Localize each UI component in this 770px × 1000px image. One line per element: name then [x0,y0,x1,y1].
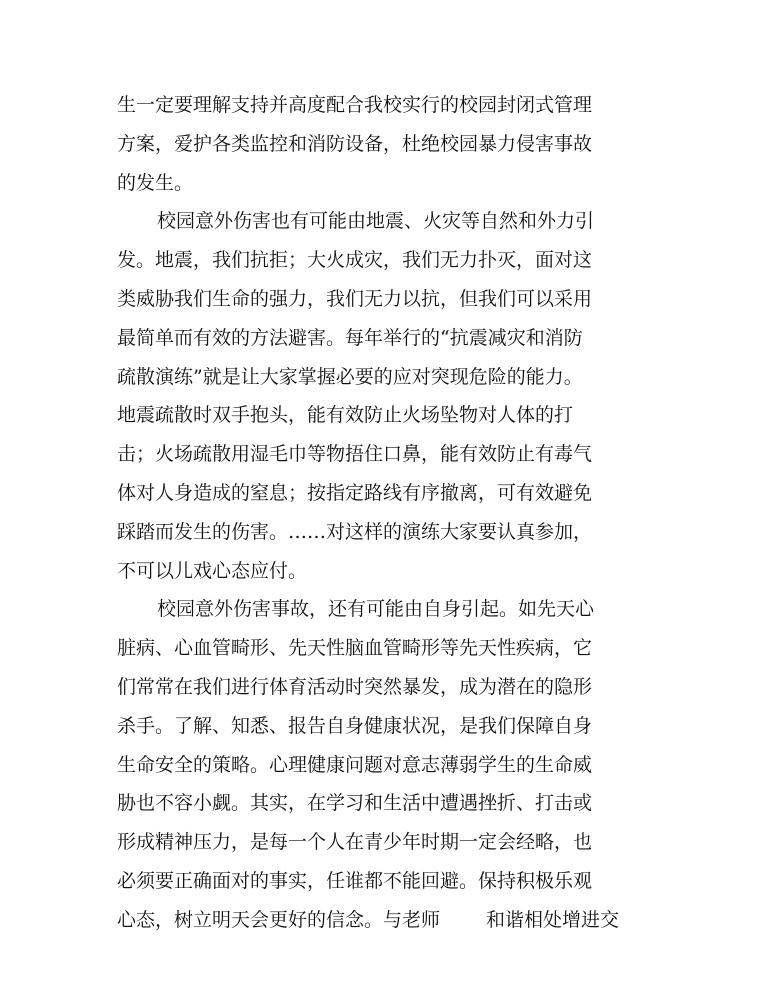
text-line: 胁也不容小觑。其实，在学习和生活中遭遇挫折、打击或 [117,792,593,815]
text-line: 最简单而有效的方法避害。每年举行的“抗震减灾和消防 [117,326,583,349]
text-line: 疏散演练”就是让大家掌握必要的应对突现危险的能力。 [117,365,583,388]
text-line: 踩踏而发生的伤害。……对这样的演练大家要认真参加， [117,520,593,543]
paragraph-start-line: 校园意外伤害也有可能由地震、火灾等自然和外力引 [157,210,595,233]
text-line: 生命安全的策略。心理健康问题对意志薄弱学生的生命威 [117,753,593,776]
text-line: 发。地震，我们抗拒；大火成灾，我们无力扑灭，面对这 [117,249,593,272]
text-line: 地震疏散时双手抱头，能有效防止火场坠物对人体的打 [117,404,574,427]
text-segment: 心态，树立明天会更好的信念。与老师 [117,908,441,931]
text-line: 不可以儿戏心态应付。 [117,559,308,582]
text-line: 击；火场疏散用湿毛巾等物捂住口鼻，能有效防止有毒气 [117,443,593,466]
text-line: 杀手。了解、知悉、报告自身健康状况，是我们保障自身 [117,714,593,737]
body-text [117,86,677,940]
text-line: 脏病、心血管畸形、先天性脑血管畸形等先天性疾病，它 [117,637,593,660]
text-line: 体对人身造成的窒息；按指定路线有序撤离，可有效避免 [117,481,593,504]
text-line: 类威胁我们生命的强力，我们无力以抗，但我们可以采用 [117,287,593,310]
paragraph-start-line: 校园意外伤害事故，还有可能由自身引起。如先天心 [157,598,595,621]
text-line: 形成精神压力，是每一个人在青少年时期一定会经略，也 [117,831,593,854]
text-line: 的发生。 [117,171,194,194]
text-line: 必须要正确面对的事实，任谁都不能回避。保持积极乐观 [117,869,593,892]
text-line: 生一定要理解支持并高度配合我校实行的校园封闭式管理 [117,94,593,116]
text-line: 方案，爱护各类监控和消防设备，杜绝校园暴力侵害事故 [117,132,593,155]
text-segment: 和谐相处增进交 [486,908,620,931]
text-line-with-gap [117,901,677,940]
text-line: 们常常在我们进行体育活动时突然暴发，成为潜在的隐形 [117,675,593,698]
